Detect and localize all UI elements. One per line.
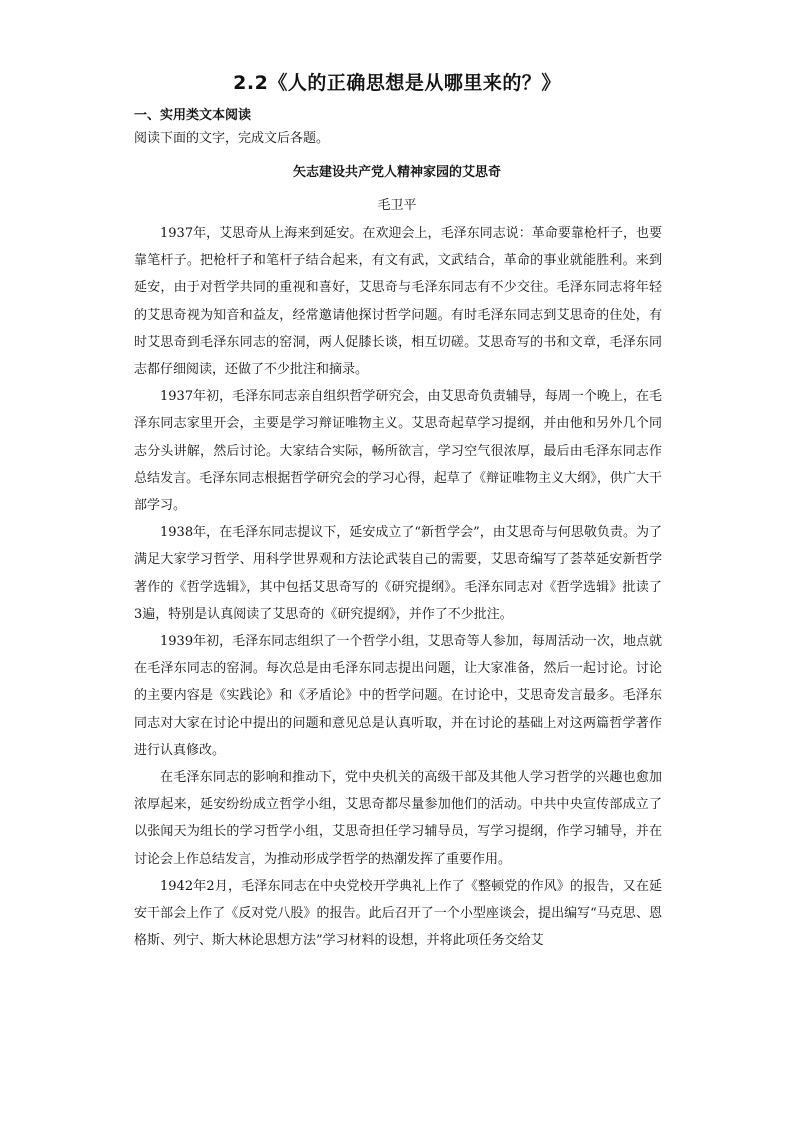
article-title: 矢志建设共产党人精神家园的艾思奇 — [292, 165, 501, 180]
article-body — [134, 220, 662, 954]
article-paragraph: 1937年，艾思奇从上海来到延安。在欢迎会上，毛泽东同志说：革命要靠枪杆子，也要靠笔杆子。把枪杆子和笔杆子结合起来，有文有武，文武结合，革命的事业就能胜利。来到延安，由于对哲学共同的重视和喜好，艾思奇与毛泽东同志有不少交往。毛泽东同志将年轻的艾思奇视为知音和益友，经常邀请他探讨哲学问题。有时毛泽东同志到艾思奇的住处，有时艾思奇到毛泽东同志的窑洞，两人促膝长谈，相互切磋。艾思奇写的书和文章，毛泽东同志都仔细阅读，还做了不少批注和摘录。 — [134, 226, 662, 378]
article-paragraph: 1942年2月，毛泽东同志在中央党校开学典礼上作了《整顿党的作风》的报告，又在延安干部会上作了《反对党八股》的报告。此后召开了一个小型座谈会，提出编写“马克思、恩格斯、列宁、斯大林论思想方法”学习材料的设想，并将此项任务交给艾 — [134, 878, 662, 949]
article-paragraph: 1937年初，毛泽东同志亲自组织哲学研究会，由艾思奇负责辅导，每周一个晚上，在毛泽东同志家里开会，主要是学习辩证唯物主义。艾思奇起草学习提纲，并由他和另外几个同志分头讲解，然后讨论。大家结合实际，畅所欲言，学习空气很浓厚，最后由毛泽东同志作总结发言。毛泽东同志根据哲学研究会的学习心得，起草了《辩证唯物主义大纲》，供广大干部学习。 — [134, 389, 662, 514]
article-paragraph: 1938年，在毛泽东同志提议下，延安成立了“新哲学会”，由艾思奇与何思敬负责。为了满足大家学习哲学、用科学世界观和方法论武装自己的需要，艾思奇编写了荟萃延安新哲学著作的《哲学选辑》，其中包括艾思奇写的《研究提纲》。毛泽东同志对《哲学选辑》批读了3遍，特别是认真阅读了艾思奇的《研究提纲》，并作了不少批注。 — [134, 525, 662, 622]
article-paragraph: 1939年初，毛泽东同志组织了一个哲学小组，艾思奇等人参加，每周活动一次，地点就在毛泽东同志的窑洞。每次总是由毛泽东同志提出问题，让大家准备，然后一起讨论。讨论的主要内容是《实践论》和《矛盾论》中的哲学问题。在讨论中，艾思奇发言最多。毛泽东同志对大家在讨论中提出的问题和意见总是认真听取，并在讨论的基础上对这两篇哲学著作进行认真修改。 — [134, 634, 662, 758]
section-heading: 一、实用类文本阅读 — [134, 108, 252, 123]
article-paragraph: 在毛泽东同志的影响和推动下，党中央机关的高级干部及其他人学习哲学的兴趣也愈加浓厚起来，延安纷纷成立哲学小组，艾思奇都尽量参加他们的活动。中共中央宣传部成立了以张闻天为组长的学习哲学小组，艾思奇担任学习辅导员，写学习提纲，作学习辅导，并在讨论会上作总结发言，为推动形成学哲学的热潮发挥了重要作用。 — [134, 770, 662, 867]
article-author: 毛卫平 — [377, 198, 417, 213]
document-title: 2.2《人的正确思想是从哪里来的？》 — [233, 72, 561, 94]
reading-instruction: 阅读下面的文字，完成文后各题。 — [134, 131, 330, 146]
